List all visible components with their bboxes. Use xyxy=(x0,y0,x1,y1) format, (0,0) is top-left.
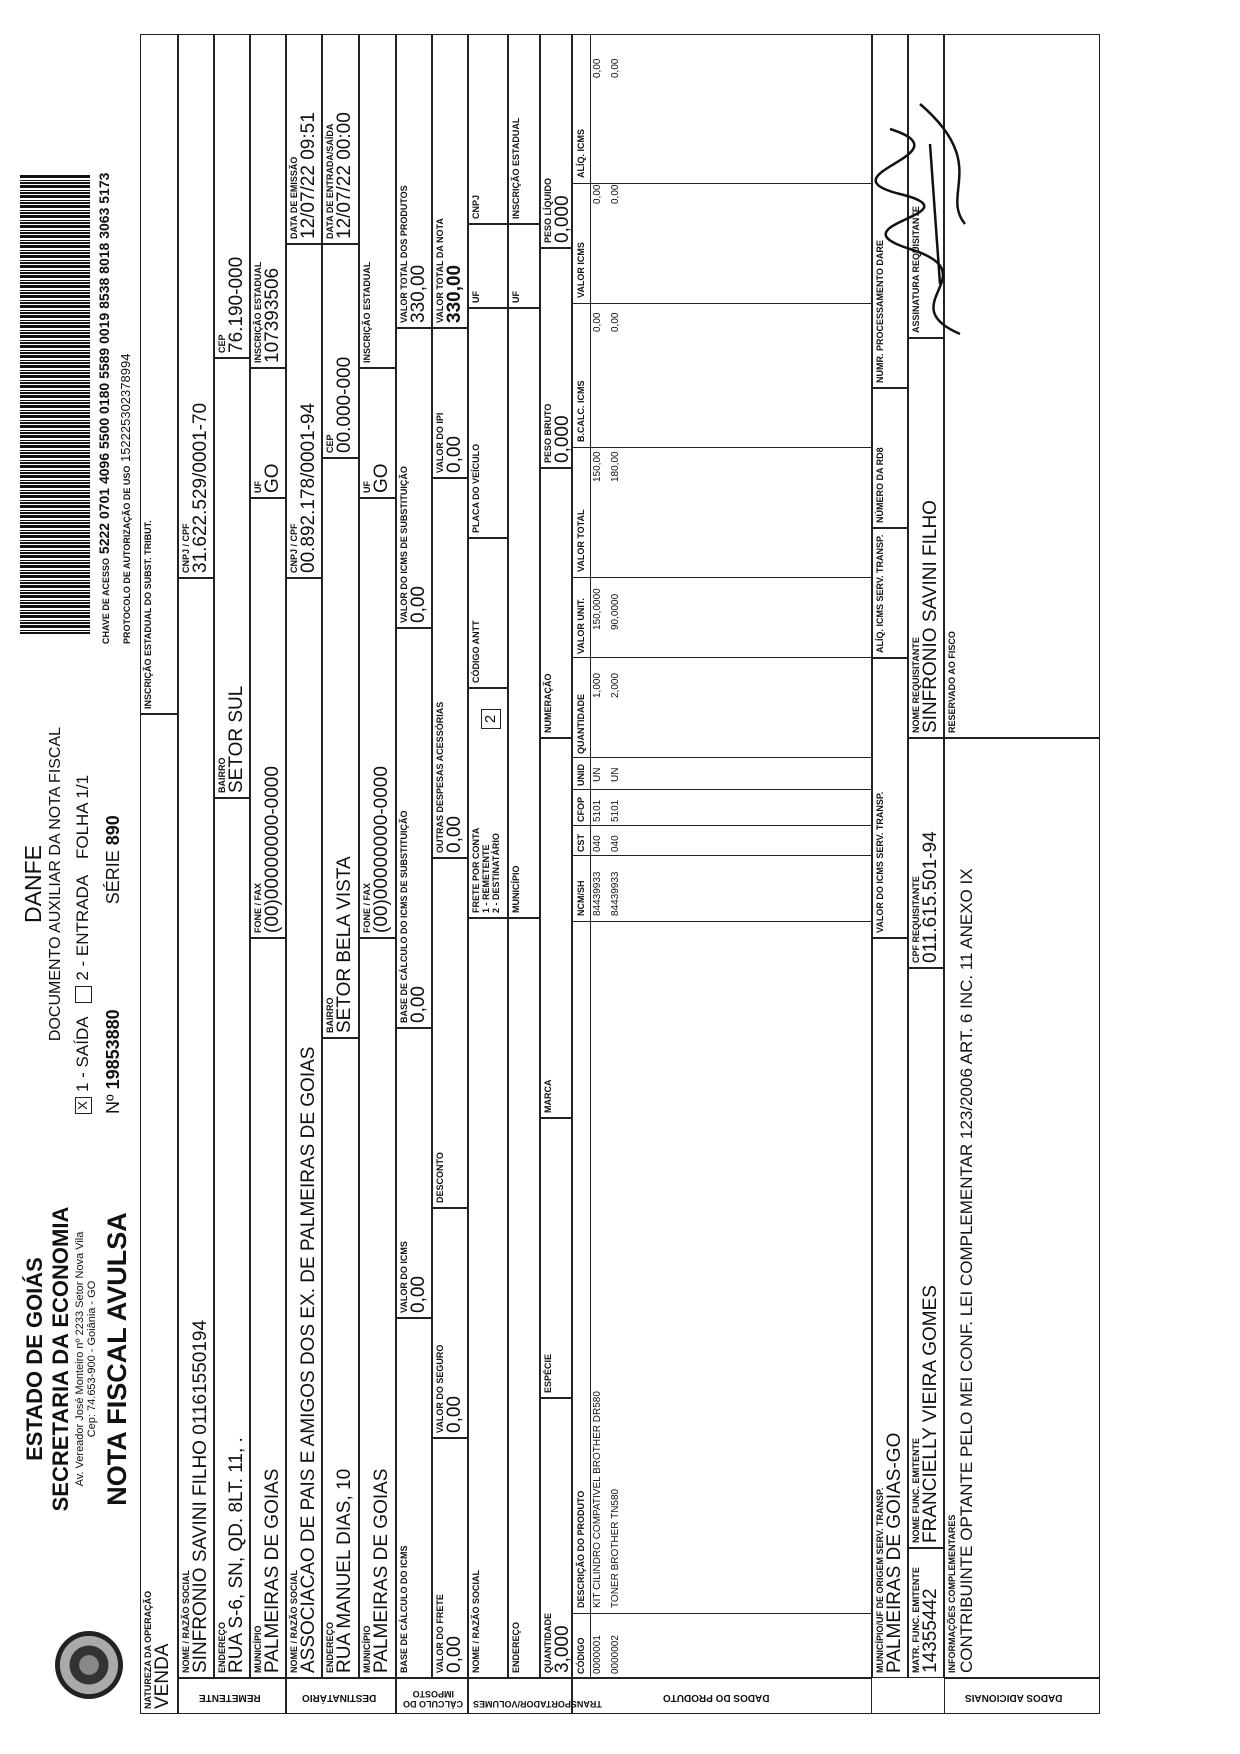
valor-icms-st-field: VALOR DO ICMS DE SUBSTITUIÇÃO 0,00 xyxy=(396,328,432,628)
state-title: ESTADO DE GOIÁS xyxy=(22,1257,47,1461)
matricula-emitente-field: MATR. FUNC. EMITENTE 14355442 xyxy=(908,1548,944,1678)
nome-emitente-field: NOME FUNC. EMITENTE FRANCIELLY VIEIRA GOMES xyxy=(908,968,944,1548)
base-calculo-icms-field: BASE DE CÁLCULO DO ICMS xyxy=(396,1318,432,1678)
remetente-bairro-field: BAIRRO SETOR SUL xyxy=(214,358,250,798)
placa-veiculo-field: PLACA DO VEÍCULO xyxy=(468,308,508,538)
peso-liquido-field: PESO LÍQUIDO 0,000 xyxy=(540,34,572,248)
cpf-requisitante-field: CPF REQUISITANTE 011.615.501-94 xyxy=(908,738,944,968)
valor-ipi-field: VALOR DO IPI 0,00 xyxy=(432,328,468,478)
produtos-header-row xyxy=(572,34,591,1678)
numero-rd8-field: NÚMERO DA RD8 xyxy=(872,388,908,528)
reservado-fisco-field: RESERVADO AO FISCO xyxy=(944,34,1100,738)
remetente-nome-field: NOME / RAZÃO SOCIAL SINFRONIO SAVINI FILHO 01161550194 xyxy=(178,578,214,1678)
danfe-subtitle: DOCUMENTO AUXILIAR DA NOTA FISCAL xyxy=(47,726,64,1042)
col-descricao: DESCRIÇÃO DO PRODUTO xyxy=(576,1490,586,1608)
entrada-checkbox[interactable] xyxy=(75,986,92,1003)
remetente-fone-field: FONE / FAX (00)00000000-0000 xyxy=(250,498,286,938)
codigo-antt-field: CÓDIGO ANTT xyxy=(468,538,508,688)
municipio-origem-field: MUNICÍPIO/UF DE ORIGEM SERV. TRANSP. PALMEIRAS DE GOIAS-GO xyxy=(872,938,908,1678)
transportador-section-label: TRANSPORTADOR/VOLUMES xyxy=(473,1699,602,1709)
danfe-title: DANFE xyxy=(20,845,46,923)
destinatario-uf-field: UF GO xyxy=(359,368,396,498)
produtos-section-label: DADOS DO PRODUTO xyxy=(663,1692,770,1703)
especie-field: ESPÉCIE xyxy=(540,1118,572,1398)
quantidade-volumes-field: QUANTIDADE 3,000 xyxy=(540,1398,572,1678)
numero-label: Nº xyxy=(103,1094,123,1114)
col-ncm: NCM/SH xyxy=(576,880,586,916)
destinatario-nome-field: NOME / RAZÃO SOCIAL ASSOCIACAO DE PAIS E AMIGOS DOS EX. DE PALMEIRAS DE GOIAS xyxy=(286,578,322,1678)
address-line-1: Av. Vereador José Monteiro nº 2233 Setor Nova Vila xyxy=(74,1231,86,1487)
col-valor-unit: VALOR UNIT. xyxy=(576,598,586,654)
col-valor-total: VALOR TOTAL xyxy=(576,509,586,572)
access-key-value: 5222 0701 4096 5500 0180 5589 0019 8538 8018 3063 5173 xyxy=(96,172,112,555)
base-calculo-icms-st-field: BASE DE CÁLCULO DO ICMS DE SUBSTITUIÇÃO 0,00 xyxy=(396,628,432,1028)
destinatario-fone-field: FONE / FAX (00)00000000-0000 xyxy=(359,498,396,938)
frete-por-conta-field: FRETE POR CONTA 1 - REMETENTE 2 - DESTINATÁRIO 2 xyxy=(468,688,508,918)
remetente-uf-field: UF GO xyxy=(250,368,286,498)
col-bcalc-icms: B.CALC. ICMS xyxy=(576,380,586,442)
saida-label: 1 - SAÍDA xyxy=(73,1017,92,1092)
inscricao-subst-field: INSCRIÇÃO ESTADUAL DO SUBST. TRIBUT. xyxy=(140,34,178,714)
destinatario-municipio-field: MUNICÍPIO PALMEIRAS DE GOIAS xyxy=(359,938,396,1678)
natureza-operacao-field: NATUREZA DA OPERAÇÃO VENDA xyxy=(140,714,178,1714)
transportador-uf-field: UF xyxy=(468,224,508,308)
assinatura-requisitante-field: ASSINATURA REQUISITANTE xyxy=(908,34,944,338)
valor-seguro-field: VALOR DO SEGURO 0,00 xyxy=(432,1208,468,1438)
saida-checkbox[interactable]: X xyxy=(75,1097,92,1114)
calculo-section-label: CÁLCULO DO IMPOSTO xyxy=(403,1689,463,1709)
desconto-field: DESCONTO xyxy=(432,858,468,1208)
protocol-value: 152225302378994 xyxy=(118,353,133,463)
goias-coat-of-arms-icon xyxy=(55,1631,123,1699)
remetente-endereco-field: ENDEREÇO RUA S-6, SN, QD. 8LT. 11, . xyxy=(214,798,250,1678)
protocol-label: PROTOCOLO DE AUTORIZAÇÃO DE USO xyxy=(122,465,132,644)
destinatario-cep-field: CEP 00.000-000 xyxy=(322,244,359,458)
col-aliq-icms: ALÍQ. ICMS xyxy=(576,129,586,178)
valor-total-produtos-field: VALOR TOTAL DOS PRODUTOS 330,00 xyxy=(396,34,432,328)
secretariat-title: SECRETARIA DA ECONOMIA xyxy=(48,1206,73,1512)
col-unid: UNID xyxy=(576,764,586,786)
col-cst: CST xyxy=(576,834,586,852)
handwritten-signature xyxy=(870,84,1000,344)
transportador-nome-field: NOME / RAZÃO SOCIAL xyxy=(468,918,508,1678)
access-key-label: CHAVE DE ACESSO xyxy=(101,557,111,644)
col-valor-icms: VALOR ICMS xyxy=(576,242,586,298)
table-row: 0000001 KIT CILINDRO COMPATIVEL BROTHER DR580 84439933 040 5101 UN 1,000 150,0000 150,00 0,00 0,00 0,00 xyxy=(592,58,603,1674)
destinatario-data-emissao-field: DATA DE EMISSÃO 12/07/22 09:51 xyxy=(286,34,322,244)
destinatario-data-entrada-field: DATA DE ENTRADA/SAÍDA 12/07/22 00:00 xyxy=(322,34,359,244)
col-quantidade: QUANTIDADE xyxy=(576,694,586,754)
valor-icms-serv-transp-field: VALOR DO ICMS SERV. TRANSP. xyxy=(872,658,908,938)
remetente-cnpj-field: CNPJ / CPF 31.622.529/0001-70 xyxy=(178,34,214,578)
nome-requisitante-field: NOME REQUISITANTE SINFRONIO SAVINI FILHO xyxy=(908,338,944,738)
serie-value: 890 xyxy=(103,815,123,846)
transportador-endereco-field: ENDEREÇO xyxy=(508,918,540,1678)
numero-value: 19853880 xyxy=(103,1009,123,1090)
aliq-icms-serv-transp-field: ALÍQ. ICMS SERV. TRANSP. xyxy=(872,528,908,658)
entrada-label: 2 - ENTRADA xyxy=(73,875,92,981)
table-row: 0000002 TONER BROTHER TN580 84439933 040 5101 UN 2,000 90,0000 180,00 0,00 0,00 0,00 xyxy=(610,58,621,1674)
remetente-municipio-field: MUNICÍPIO PALMEIRAS DE GOIAS xyxy=(250,938,286,1678)
folha-label: FOLHA 1/1 xyxy=(73,774,92,860)
transportador-municipio-field: MUNICÍPIO xyxy=(508,308,540,918)
informacoes-complementares-field: INFORMAÇÕES COMPLEMENTARES CONTRIBUINTE OPTANTE PELO MEI CONF. LEI COMPLEMENTAR 123/2006 ART. 6 INC. 11 ANEXO IX xyxy=(944,738,1100,1678)
transportador-ie-field: INSCRIÇÃO ESTADUAL xyxy=(508,34,540,224)
serie-label: SÉRIE xyxy=(103,850,123,905)
destinatario-section-label: DESTINATÁRIO xyxy=(302,1692,377,1703)
destinatario-endereco-field: ENDEREÇO RUA MANUEL DIAS, 10 xyxy=(322,1038,359,1678)
col-codigo: CÓDIGO xyxy=(576,1637,586,1674)
valor-frete-field: VALOR DO FRETE 0,00 xyxy=(432,1438,468,1678)
outras-despesas-field: OUTRAS DESPESAS ACESSÓRIAS 0,00 xyxy=(432,478,468,858)
valor-icms-field: VALOR DO ICMS 0,00 xyxy=(396,1028,432,1318)
col-cfop: CFOP xyxy=(576,796,586,822)
document-title: NOTA FISCAL AVULSA xyxy=(102,1212,132,1506)
valor-total-nota-field: VALOR TOTAL DA NOTA 330,00 xyxy=(432,34,468,328)
address-line-2: Cep: 74.653-900 - Goiânia - GO xyxy=(86,1280,98,1438)
destinatario-cnpj-field: CNPJ / CPF 00.892.178/0001-94 xyxy=(286,244,322,578)
transportador-cnpj-field: CNPJ xyxy=(468,34,508,224)
remetente-ie-field: INSCRIÇÃO ESTADUAL 107393506 xyxy=(250,34,286,368)
access-key-barcode xyxy=(20,174,90,634)
frete-modalidade-box: 2 xyxy=(481,709,501,729)
remetente-section-label: REMETENTE xyxy=(199,1692,261,1703)
destinatario-bairro-field: BAIRRO SETOR BELA VISTA xyxy=(322,458,359,1038)
marca-field: MARCA xyxy=(540,738,572,1118)
destinatario-ie-field: INSCRIÇÃO ESTADUAL xyxy=(359,34,396,368)
peso-bruto-field: PESO BRUTO 0,000 xyxy=(540,248,572,468)
remetente-cep-field: CEP 76.190-000 xyxy=(214,34,250,358)
numeracao-field: NUMERAÇÃO xyxy=(540,468,572,738)
numero-processamento-dare-field: NUMR. PROCESSAMENTO DARE xyxy=(872,34,908,388)
dados-adicionais-section-label: DADOS ADICIONAIS xyxy=(965,1692,1063,1703)
transportador-uf2-field: UF xyxy=(508,224,540,308)
